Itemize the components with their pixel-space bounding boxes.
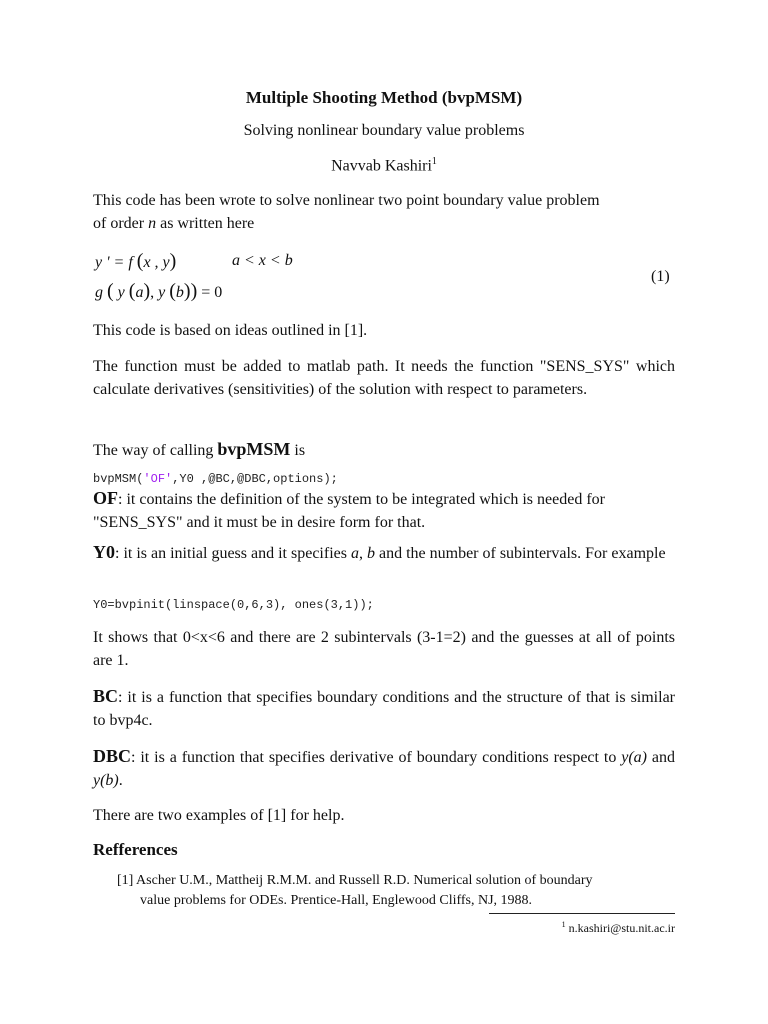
intro-line2-post: as written here <box>156 214 255 232</box>
dbc-paragraph <box>93 745 675 792</box>
eq2-fn: g <box>95 284 103 301</box>
reference-item <box>117 871 675 911</box>
code-call-pre: bvpMSM( <box>93 472 144 486</box>
eq2-close-paren: ) <box>190 280 198 302</box>
y0-label: Y0 <box>93 542 115 562</box>
dbc-end: . <box>118 771 123 789</box>
bc-paragraph <box>93 685 675 732</box>
eq2-yb-arg: b <box>175 284 184 301</box>
code-y0: Y0=bvpinit(linspace(0,6,3), ones(3,1)); <box>93 598 374 612</box>
of-text: : it contains the definition of the system to be integrated which is needed for "SENS_SYS" and it must be in desire form for that. <box>93 491 605 531</box>
code-call <box>93 472 338 486</box>
eq1-args: x , y <box>143 254 170 271</box>
page-subtitle: Solving nonlinear boundary value problems <box>243 122 525 139</box>
references-heading: Refferences <box>93 840 178 859</box>
author-footnote-mark: 1 <box>431 156 437 167</box>
reference-line-1: [1] Ascher U.M., Mattheij R.M.M. and Russell R.D. Numerical solution of boundary <box>117 873 593 888</box>
eq2-yb: y <box>158 284 166 301</box>
y0-var-b: b <box>366 545 375 562</box>
calling-pre: The way of calling <box>93 442 218 459</box>
eq2-ya-close: ) <box>143 280 151 302</box>
bc-label: BC <box>93 686 119 706</box>
author-name: Navvab Kashiri <box>331 157 432 175</box>
y0-comma: , <box>358 545 367 562</box>
eq1-open-paren: ( <box>136 250 144 272</box>
eq1-condition: a < x < b <box>232 252 293 269</box>
examples-paragraph: There are two examples of [1] for help. <box>93 807 345 824</box>
y0-paragraph <box>93 541 675 566</box>
intro-paragraph <box>93 190 675 235</box>
calling-function-name: bvpMSM <box>217 439 291 459</box>
matlab-path-paragraph: The function must be added to matlab path. It needs the function "SENS_SYS" which calculate derivatives (sensitivities) of the solution with respect to parameters. <box>93 358 675 398</box>
eq1-lhs: y ' = f <box>95 254 133 271</box>
eq2-ya-arg: a <box>135 284 144 301</box>
eq2-ya: y <box>117 284 125 301</box>
footnote-mark: 1 <box>561 920 566 929</box>
eq2-yb-close: ) <box>183 280 191 302</box>
code-call-string: 'OF' <box>143 472 173 486</box>
dbc-and: and <box>647 749 675 766</box>
based-on-paragraph: This code is based on ideas outlined in [1]. <box>93 322 368 339</box>
footnote-email: n.kashiri@stu.nit.ac.ir <box>565 921 675 935</box>
eq2-comma: , <box>150 284 155 301</box>
equation-number: (1) <box>651 268 670 285</box>
equation-line-1 <box>95 250 176 273</box>
reference-line-2: value problems for ODEs. Prentice-Hall, Englewood Cliffs, NJ, 1988. <box>140 893 533 908</box>
page-title: Multiple Shooting Method (bvpMSM) <box>245 88 523 107</box>
eq1-close-paren: ) <box>169 250 177 272</box>
intro-order-var: n <box>148 214 157 232</box>
footnote <box>489 920 675 936</box>
of-label: OF <box>93 488 118 508</box>
eq2-ya-open: ( <box>128 280 136 302</box>
shows-paragraph: It shows that 0<x<6 and there are 2 subintervals (3-1=2) and the guesses at all of points are 1. <box>93 629 675 669</box>
calling-paragraph <box>93 438 675 463</box>
eq2-open-paren: ( <box>107 280 114 302</box>
y0-var-a: a <box>350 545 359 562</box>
intro-line1: This code has been wrote to solve nonlinear two point boundary value problem <box>93 192 600 209</box>
code-call-post: ,Y0 ,@BC,@DBC,options); <box>172 472 338 486</box>
eq2-yb-open: ( <box>169 280 176 302</box>
footnote-divider <box>489 913 675 914</box>
dbc-text: : it is a function that specifies derivative of boundary conditions respect to <box>131 749 622 766</box>
calling-post: is <box>290 442 306 459</box>
y0-text1: : it is an initial guess and it specifies <box>115 545 351 562</box>
eq2-rhs: = 0 <box>201 284 223 301</box>
intro-line2-pre: of order <box>93 214 149 232</box>
author-line <box>0 156 768 175</box>
dbc-label: DBC <box>93 746 132 766</box>
bc-text: : it is a function that specifies boundary conditions and the structure of that is similar to bvp4c. <box>93 689 675 729</box>
dbc-ya: y(a) <box>621 749 647 766</box>
equation-line-2 <box>95 280 222 303</box>
dbc-yb: y(b) <box>93 771 119 789</box>
y0-text2: and the number of subintervals. For example <box>374 545 666 562</box>
of-paragraph <box>93 487 675 534</box>
